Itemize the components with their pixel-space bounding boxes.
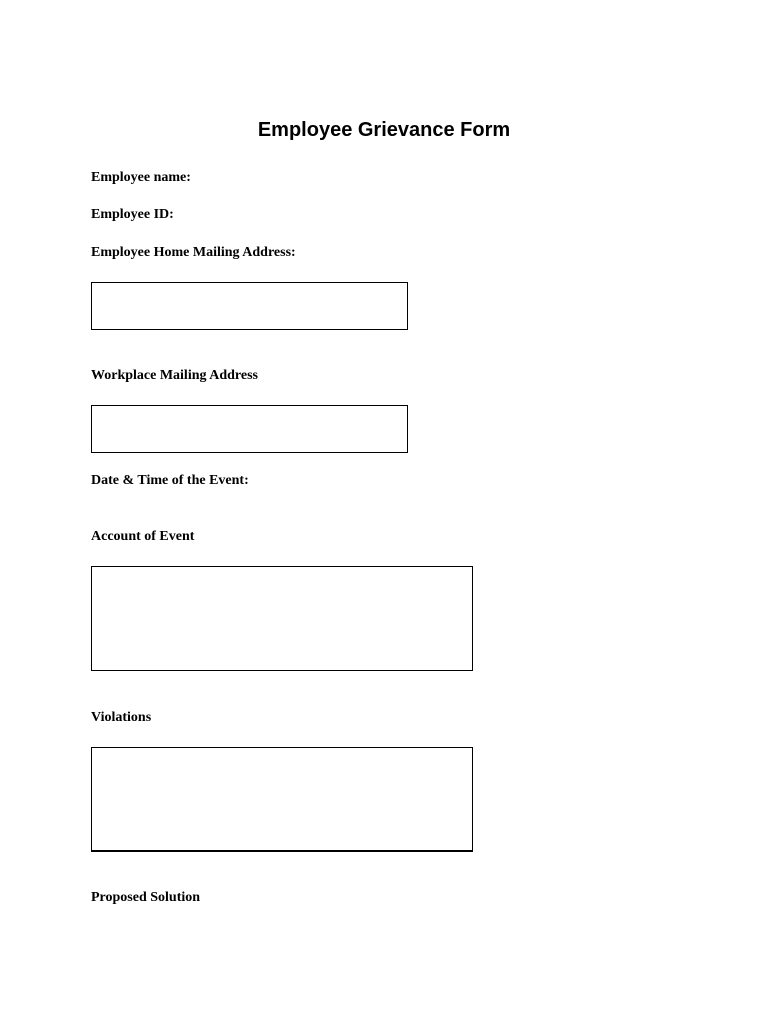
account-of-event-input-box[interactable] xyxy=(91,566,473,671)
date-time-label: Date & Time of the Event: xyxy=(91,473,249,488)
account-of-event-label: Account of Event xyxy=(91,529,195,544)
home-address-input-box[interactable] xyxy=(91,282,408,330)
employee-name-label: Employee name: xyxy=(91,170,191,185)
violations-input-box[interactable] xyxy=(91,747,473,852)
workplace-address-input-box[interactable] xyxy=(91,405,408,453)
violations-label: Violations xyxy=(91,710,152,725)
form-title: Employee Grievance Form xyxy=(257,119,511,141)
employee-id-label: Employee ID: xyxy=(91,207,174,222)
home-address-label: Employee Home Mailing Address: xyxy=(91,245,296,260)
workplace-address-label: Workplace Mailing Address xyxy=(91,368,258,383)
proposed-solution-label: Proposed Solution xyxy=(91,890,201,905)
